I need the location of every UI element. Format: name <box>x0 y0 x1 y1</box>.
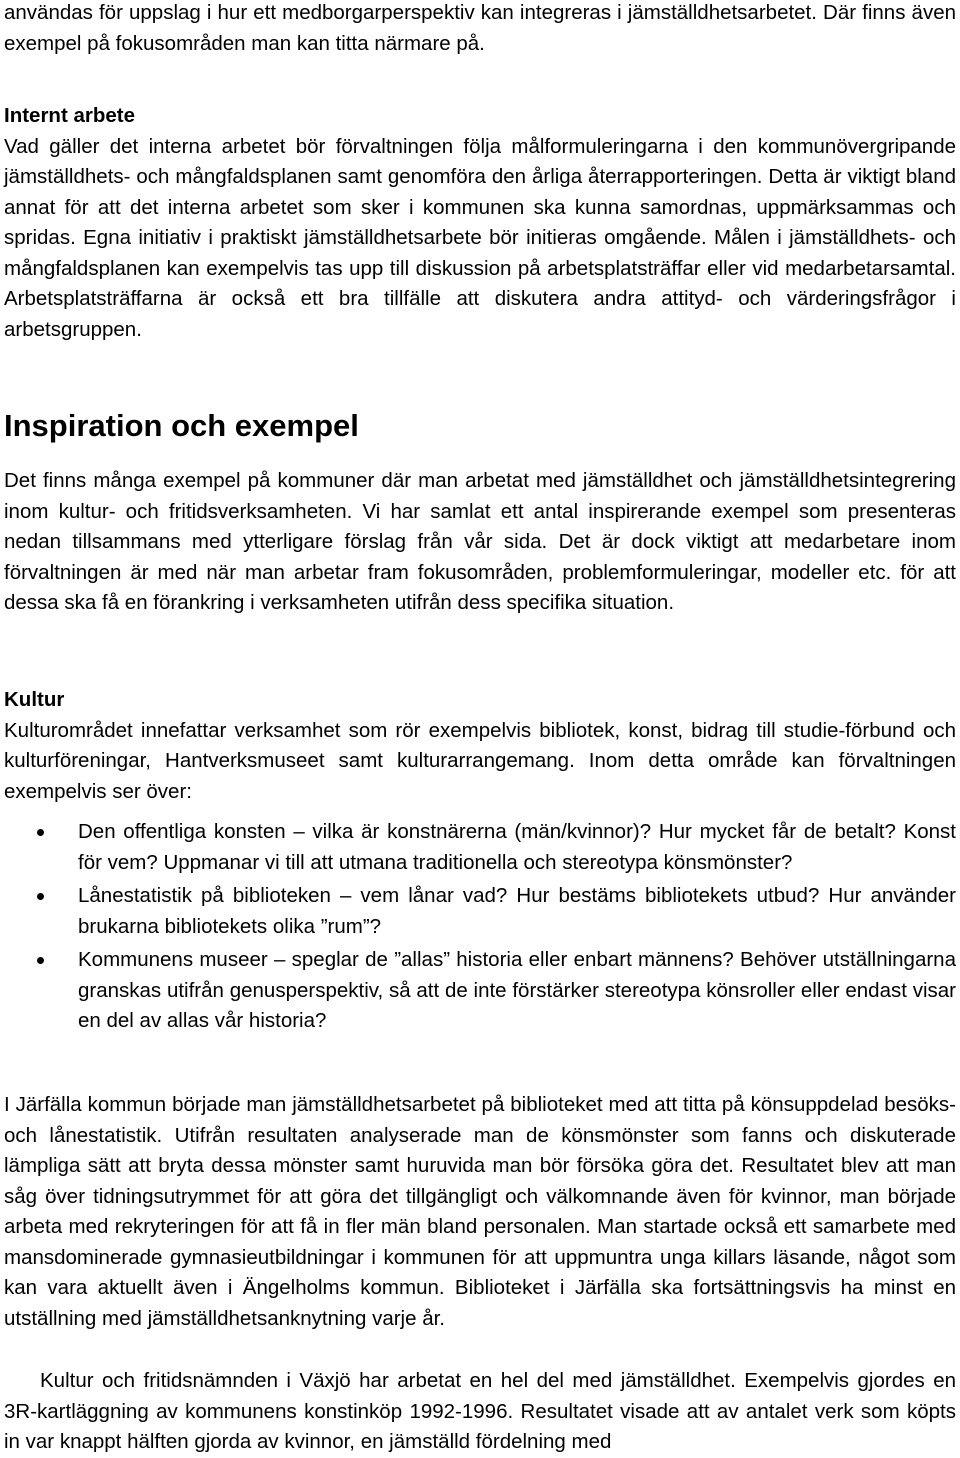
paragraph-vaxjo: Kultur och fritidsnämnden i Växjö har arbetat en hel del med jämställdhet. Exempelvis gjordes en 3R-kartläggning av kommunens konstinköp 1992-1996. Resultatet visade att av antalet verk som köpts in var knappt hälften gjorda av kvinnor, en jämställd fördelning med <box>4 1369 956 1453</box>
kultur-bullet-list <box>4 817 956 1037</box>
paragraph-internt-arbete: Vad gäller det interna arbetet bör förvaltningen följa målformuleringarna i den kommunövergripande jämställdhets- och mångfaldsplanen samt genomföra den årliga återrapporteringen. Detta är viktigt bland annat för att det interna arbetet som sker i kommunen ska kunna samordnas, uppmärksammas och spridas. Egna initiativ i praktiskt jämställdhetsarbete bör initieras omgående. Målen i jämställdhets- och mångfaldsplanen kan exempelvis tas upp till diskussion på arbetsplatsträffar eller vid medarbetarsamtal. Arbetsplatsträffarna är också ett bra tillfälle att diskutera andra attityd- och värderingsfrågor i arbetsgruppen. <box>4 134 956 341</box>
heading-internt-arbete: Internt arbete <box>4 104 135 127</box>
intro-paragraph: användas för uppslag i hur ett medborgarperspektiv kan integreras i jämställdhetsarbetet. Där finns även exempel på fokusområden man kan titta närmare på. <box>4 1 956 55</box>
heading-kultur: Kultur <box>4 688 65 711</box>
bullet-icon <box>37 829 44 836</box>
section-inspiration <box>4 406 956 619</box>
bullet-icon <box>37 893 44 900</box>
paragraph-inspiration: Det finns många exempel på kommuner där man arbetat med jämställdhet och jämställdhetsintegrering inom kultur- och fritidsverksamheten. Vi har samlat ett antal inspirerande exempel som presenteras nedan tillsammans med ytterligare förslag från vår sida. Det är dock viktigt att medarbetare inom förvaltningen är med när man arbetar fram fokusområden, problemformuleringar, modeller etc. för att dessa ska få en förankring i verksamheten utifrån dess specifika situation. <box>4 469 956 614</box>
section-kultur <box>4 685 956 1040</box>
list-item <box>4 817 956 878</box>
list-item-text: Den offentliga konsten – vilka är konstnärerna (män/kvinnor)? Hur mycket får de betalt? Konst för vem? Uppmanar vi till att utmana traditionella och stereotypa könsmönster? <box>78 820 956 874</box>
list-item <box>4 945 956 1037</box>
section-internt-arbete <box>4 101 956 345</box>
paragraph-kultur-intro: Kulturområdet innefattar verksamhet som rör exempelvis bibliotek, konst, bidrag till studie-förbund och kulturföreningar, Hantverksmuseet samt kulturarrangemang. Inom detta område kan förvaltningen exempelvis ser över: <box>4 718 956 803</box>
list-item-text: Lånestatistik på biblioteken – vem lånar vad? Hur bestäms bibliotekets utbud? Hur använder brukarna bibliotekets olika ”rum”? <box>78 884 956 938</box>
bullet-icon <box>37 957 44 964</box>
list-item <box>4 881 956 942</box>
heading-inspiration: Inspiration och exempel <box>4 408 359 443</box>
list-item-text: Kommunens museer – speglar de ”allas” historia eller enbart männens? Behöver utställningarna granskas utifrån genusperspektiv, så att de inte förstärker stereotypa könsroller eller endast visar en del av allas vår historia? <box>78 948 956 1032</box>
paragraph-jarfalla: I Järfälla kommun började man jämställdhetsarbetet på biblioteket med att titta på könsuppdelad besöks- och lånestatistik. Utifrån resultaten analyserade man de könsmönster som fanns och diskuterade lämpliga sätt att bryta dessa mönster samt huruvida man bör försöka göra det. Resultatet blev att man såg över tidningsutrymmet för att göra det tillgängligt och välkomnande även för kvinnor, man började arbeta med rekryteringen för att få in fler män bland personalen. Man startade också ett samarbete med mansdominerade gymnasieutbildningar i kommunen för att uppmuntra unga killars läsande, något som kan vara aktuellt även i Ängelholms kommun. Biblioteket i Järfälla ska fortsättningsvis ha minst en utställning med jämställdhetsanknytning varje år. <box>4 1093 956 1330</box>
